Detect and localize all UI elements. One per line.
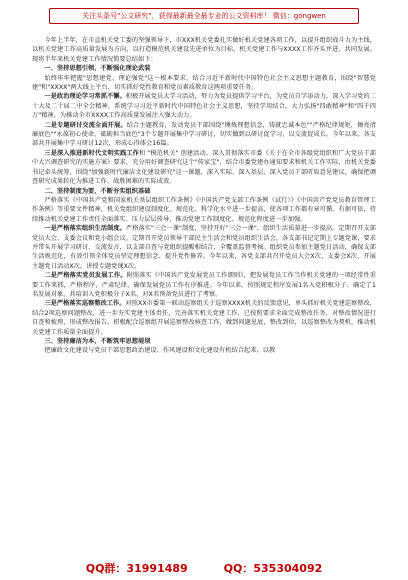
footer-contact — [0, 562, 408, 576]
subheading-1: 一是政治理论学习常抓不懈。 — [44, 93, 126, 101]
section-heading-1: 一、坚持思想引领，不断强化理论武装 — [44, 65, 151, 73]
paragraph-3-text: 结合主题教育，发动党员干部围绕"锤炼理想信念，铸就忠诚本色""严格纪律规矩，擦亮清廉底色""永葆初心使命，砥砺担当底色"3个专题开展集中学习研讨，切实做到以研讨促学习、以交流促成长。今年以来，各支部共开展集中学习研讨12次，形成心得体会16篇。 — [32, 121, 376, 148]
intro-paragraph: 今年上半年，在市直机关党工委的坚强领导下，市XXX机关党委扎实做好机关党建各项工作，以提升组织战斗力为主线，以机关党建工作高质量发展为方向，以打造模范机关建设先进单位为目标，机关党建工作与XXXX工作齐头并进、共同发展。现将半年来机关党建工作情况简要总结如下： — [32, 37, 376, 63]
paragraph-8-block — [32, 299, 376, 337]
paragraph-1: 始终牢牢把握"思想建党、理论强党"这一根本要求，结合习近平新时代中国特色社会主义思想主题教育，围绕"智慧党建"和"XXXX"两大线上平台，切实抓好党性教育和党员素质教育这两项重要任务。 — [32, 74, 376, 92]
footer-qq-number: QQ：535304092 — [223, 562, 323, 575]
paragraph-3-block — [32, 121, 376, 149]
paragraph-9: 把廉政文化建设与党员干部思想政治建设、作风建设和文化建设有机结合起来，以教 — [44, 347, 276, 355]
subheading-2: 二是专题研讨交流全面开展。 — [44, 121, 127, 129]
paragraph-4-block — [32, 149, 376, 187]
header-notice-banner: 关注头条号"公文研究"，获得最新最全最专业的公文资料库！ 微信：gongwen — [49, 8, 359, 24]
paragraph-2-text: 积极开展党员大学习活动，努力为党员提供学习平台，为党员自学添动力。深入学习党的二十大及二十届二中全会精神，系统学习习近平新时代中国特色社会主义思想，坚持学用结合，大力弘扬"四敢精神"和"四千四万"精神，为推动全市XXXX工作高质量发展注入强大动力。 — [32, 93, 376, 120]
subheading-3: 三是深入推进新时代文明实践工作 — [44, 149, 139, 157]
document-body — [32, 36, 376, 356]
footer-qq-group: QQ群：31991489 — [85, 562, 188, 575]
paragraph-6-block — [32, 224, 376, 271]
section-heading-3: 三、坚持廉洁为本，不断筑牢思想堤坝 — [44, 338, 151, 345]
paragraph-2-block — [32, 92, 376, 120]
paragraph-7-text: 附照落实《中国共产党发展党员工作细则》，把发展党员工作当作机关党建的一项经常性重要工作来抓，严格程序，严肃纪律，确保发展党员工作有序推进。今年以来，按照规定程序发展1名入党积极分子、确定了1名发展对象，共培训入党积极分子X名，对X名预备党员进行了考察。 — [32, 272, 376, 298]
subheading-4: 一是严格落实组织生活制度。 — [44, 225, 126, 233]
paragraph-5: 严格落实《中国共产党和国家机关基层组织工作条例》《中国共产党支部工作条例（试行）》《中国共产党党员教育管理工作条例》等重要文件精神，机关党组织建设制度化、规范化、科学化水平进一步提高，使各项工作都有章可循、有据可依，持续推动机关党建工作责任全面落实、压力层层传导，推动党建工作制度化、规范化程度进一步加强。 — [32, 196, 376, 223]
subheading-5: 二是严格落实党员发展工作。 — [44, 272, 127, 280]
paragraph-7-block — [32, 271, 376, 299]
paragraph-6-text: 严格落实"三会一课"制度，坚持开好"三会一课"，组织生活质量进一步提高。定期召开支部党员大会、支委会议和党小组会议，定期召开党员领导干部民主生活会和党员组织生活会，各支部书记定期上专题党课，要求并带头开展学习研讨、交流发言，以支部自查与党组织提醒相结合，全覆盖监督考核。组织党员参加主题党日活动，确保支部生活规范化，有效引领全体党员坚定理想信念、提升党性修养。今年以来，各党支部共召开党员大会X次、支委会X次，开展主题党日活动X次，讲授专题党课X次。 — [32, 225, 376, 270]
paragraph-4-text: 和 "模范机关" 创建活动。深入贯彻落实市委《关于在全市各级党组织和广大党员干部中大兴调查研究的实施方案》要求，充分用好调查研究这个"传家宝"，结合市委党建办通知要求和机关工作实际，由机关党委书记牵头统筹，围绕"加强新时代廉洁文化建设研究"这一课题，深入实际、深入基层、深入党员干部听取意见建议，确保把调查研究成果转化为推进工作、战胜困难的实际成效。 — [32, 149, 377, 186]
section-heading-2: 二、坚持制度为要，不断夯实组织基础 — [44, 187, 151, 195]
subheading-6: 三是严格落实巡察整改工作。 — [44, 300, 126, 308]
paragraph-8-text: 对照XX市委第一联动巡察组关于巡察XXXX机关的反馈意见，单头抓好机关党建巡察整改，结合2项巡察问题整改，进一步夯实党建主体责任，完善落实机关党建工作，已按照要求全面完成整改任务，对整改情况进行自查和梳理，形成整改报告。积极配合巡察组开展巡察整改核查工作，做到问题见底，整改到位，以巡察整改为契机，推动机关党建工作质量全面提升。 — [32, 300, 377, 336]
